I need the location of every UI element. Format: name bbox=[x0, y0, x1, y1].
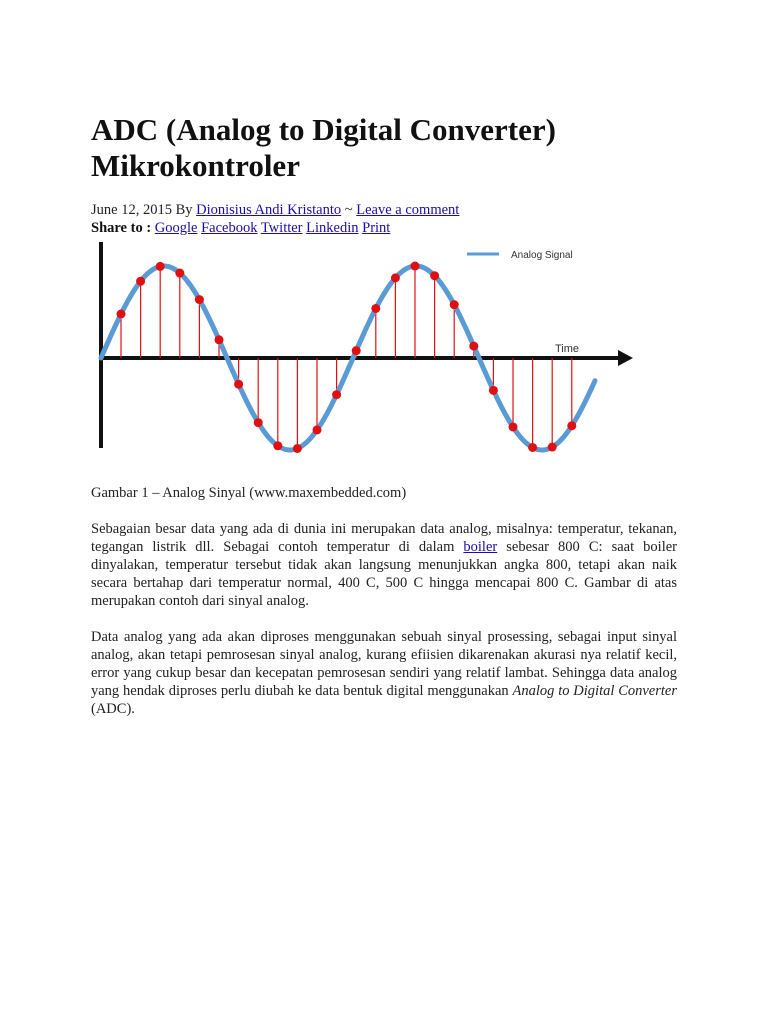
share-google-link[interactable]: Google bbox=[154, 220, 198, 236]
sample-point bbox=[234, 380, 243, 389]
sample-point bbox=[293, 444, 302, 453]
sample-point bbox=[352, 346, 361, 355]
sample-point bbox=[411, 262, 420, 271]
sample-point bbox=[273, 441, 282, 450]
post-meta bbox=[91, 202, 459, 219]
time-axis-label: Time bbox=[555, 343, 580, 355]
share-twitter-link[interactable]: Twitter bbox=[260, 220, 303, 236]
post-date: June 12, 2015 bbox=[91, 202, 172, 218]
paragraph-2-text-a: Data analog yang ada akan diproses menggunakan sebuah sinyal prosessing, sebagai input sinyal analog, akan tetapi pemrosesan sinyal analog, kurang efiisien dikarenakan akurasi nya relatif kecil, error yang cukup besar dan kecepatan pemrosesan sendiri yang relatif lambat. Sehingga data analog yang hendak diproses perlu diubah ke data bentuk digital menggunakan bbox=[91, 629, 677, 699]
author-link[interactable]: Dionisius Andi Kristanto bbox=[196, 202, 342, 218]
paragraph-1-text-a: Sebagaian besar data yang ada di dunia ini merupakan data analog, misalnya: temperatur, tekanan, tegangan listrik dll. Sebagai contoh temperatur di dalam bbox=[91, 521, 677, 555]
sample-point bbox=[469, 342, 478, 351]
analog-signal-figure bbox=[91, 236, 647, 453]
paragraph-2 bbox=[91, 628, 677, 718]
sample-point bbox=[528, 443, 537, 452]
sample-point bbox=[430, 271, 439, 280]
page-title: ADC (Analog to Digital Converter) Mikrokontroler bbox=[91, 112, 556, 183]
sample-point bbox=[391, 273, 400, 282]
analog-signal-image bbox=[91, 236, 647, 453]
sample-point bbox=[254, 418, 263, 427]
sample-point bbox=[489, 386, 498, 395]
boiler-link[interactable]: boiler bbox=[463, 539, 498, 555]
sample-point bbox=[313, 425, 322, 434]
paragraph-1-text-b: sebesar 800 C: saat boiler dinyalakan, temperatur tersebut tidak akan langsung menunjukkan angka 800, tetapi akan naik secara bertahap dari temperatur normal, 400 C, 500 C hingga mencapai 800 C. Gambar di atas merupakan contoh dari sinyal analog. bbox=[91, 539, 677, 609]
sample-point bbox=[548, 443, 557, 452]
share-facebook-link[interactable]: Facebook bbox=[201, 220, 258, 236]
leave-comment-link[interactable]: Leave a comment bbox=[356, 202, 460, 218]
sample-point bbox=[136, 277, 145, 286]
sample-point bbox=[195, 295, 204, 304]
share-bar bbox=[91, 220, 390, 237]
adc-term: Analog to Digital Converter bbox=[512, 683, 677, 699]
sample-point bbox=[215, 335, 224, 344]
meta-separator: ~ bbox=[344, 202, 353, 218]
sample-point bbox=[175, 269, 184, 278]
sample-point bbox=[567, 421, 576, 430]
figure-caption: Gambar 1 – Analog Sinyal (www.maxembedded.com) bbox=[91, 485, 407, 501]
by-label: By bbox=[175, 202, 193, 218]
sample-point bbox=[509, 422, 518, 431]
share-print-link[interactable]: Print bbox=[362, 220, 391, 236]
legend-label: Analog Signal bbox=[511, 250, 573, 261]
sample-point bbox=[156, 262, 165, 271]
sample-point bbox=[371, 304, 380, 313]
paragraph-2-text-b: (ADC). bbox=[91, 701, 135, 717]
share-label: Share to : bbox=[91, 220, 152, 236]
sample-point bbox=[450, 300, 459, 309]
share-linkedin-link[interactable]: Linkedin bbox=[306, 220, 359, 236]
sample-point bbox=[332, 390, 341, 399]
sample-point bbox=[117, 310, 126, 319]
paragraph-1 bbox=[91, 520, 677, 610]
